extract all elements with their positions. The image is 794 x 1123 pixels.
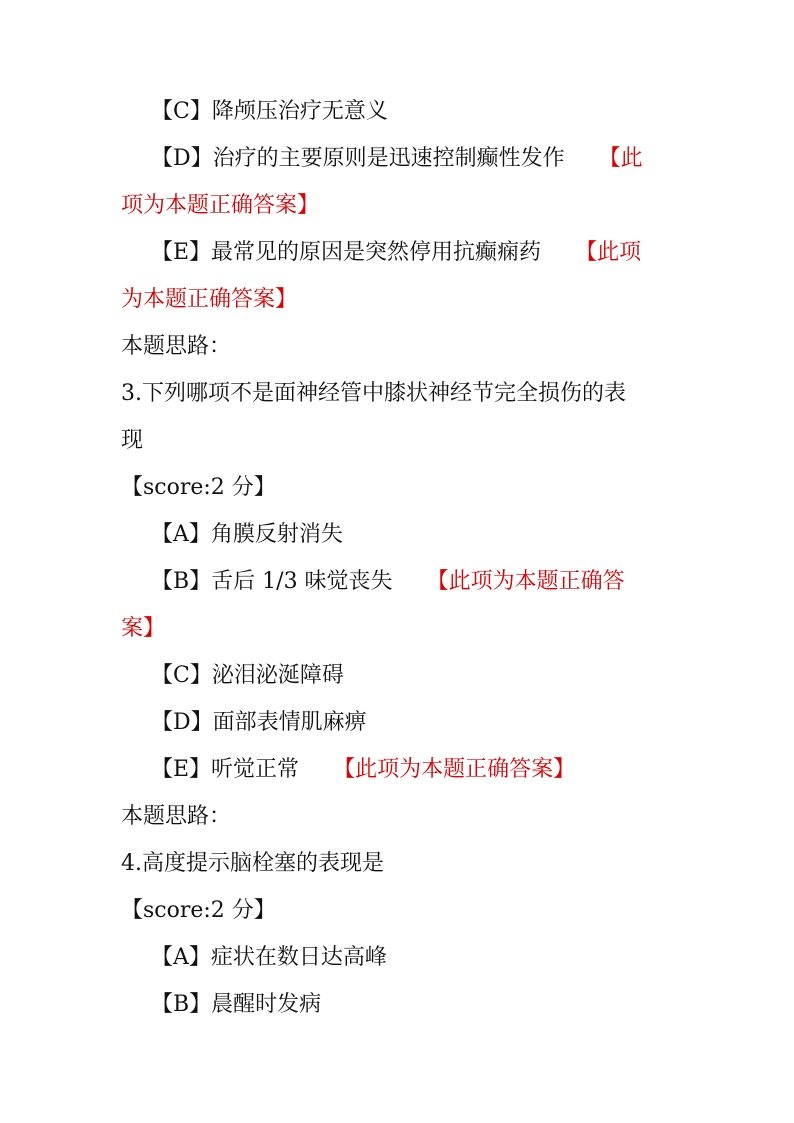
option-text: 【C】泌泪泌涎障碍 (151, 663, 344, 688)
option-b-q4 (121, 981, 681, 1028)
option-text: 【A】症状在数日达高峰 (151, 945, 387, 970)
correct-answer-mark-continued (121, 182, 681, 229)
correct-answer-mark: 【此项为本题正确答案】 (333, 757, 576, 782)
option-text: 【D】面部表情肌麻痹 (151, 710, 367, 735)
option-d-q3 (121, 699, 681, 746)
option-text: 【B】舌后 1/3 味觉丧失 (151, 569, 393, 594)
correct-answer-mark: 【此项为本题正确答 (426, 569, 625, 594)
explanation-label: 本题思路： (121, 334, 232, 359)
option-text: 【D】治疗的主要原则是迅速控制癫性发作 (151, 146, 565, 171)
option-text: 【A】角膜反射消失 (151, 522, 343, 547)
question-4-score: 【score:2 分】 (121, 898, 276, 923)
question-3-score: 【score:2 分】 (121, 475, 276, 500)
option-a-q4 (121, 934, 681, 981)
option-text: 【C】降颅压治疗无意义 (151, 99, 388, 124)
explanation-label: 本题思路： (121, 804, 232, 829)
correct-answer-mark: 【此项 (575, 240, 642, 265)
option-text: 【E】听觉正常 (151, 757, 300, 782)
question-3-text: 3.下列哪项不是面神经管中膝状神经节完全损伤的表 (121, 381, 626, 406)
option-e-q2 (121, 229, 681, 276)
question-content (121, 88, 681, 1028)
option-c-q2 (121, 88, 681, 135)
option-text: 【B】晨醒时发病 (151, 992, 322, 1017)
question-3-text-continued: 现 (121, 428, 144, 453)
correct-answer-mark: 项为本题正确答案】 (121, 193, 320, 218)
option-c-q3 (121, 652, 681, 699)
option-b-q3 (121, 558, 681, 605)
option-e-q3 (121, 746, 681, 793)
question-4-text: 4.高度提示脑栓塞的表现是 (121, 851, 384, 876)
correct-answer-mark: 案】 (121, 616, 166, 641)
option-d-q2 (121, 135, 681, 182)
correct-answer-mark: 为本题正确答案】 (121, 287, 298, 312)
correct-answer-mark: 【此 (598, 146, 643, 171)
option-text: 【E】最常见的原因是突然停用抗癫痫药 (151, 240, 542, 265)
correct-answer-mark-continued (121, 276, 681, 323)
correct-answer-mark-continued (121, 605, 681, 652)
option-a-q3 (121, 511, 681, 558)
